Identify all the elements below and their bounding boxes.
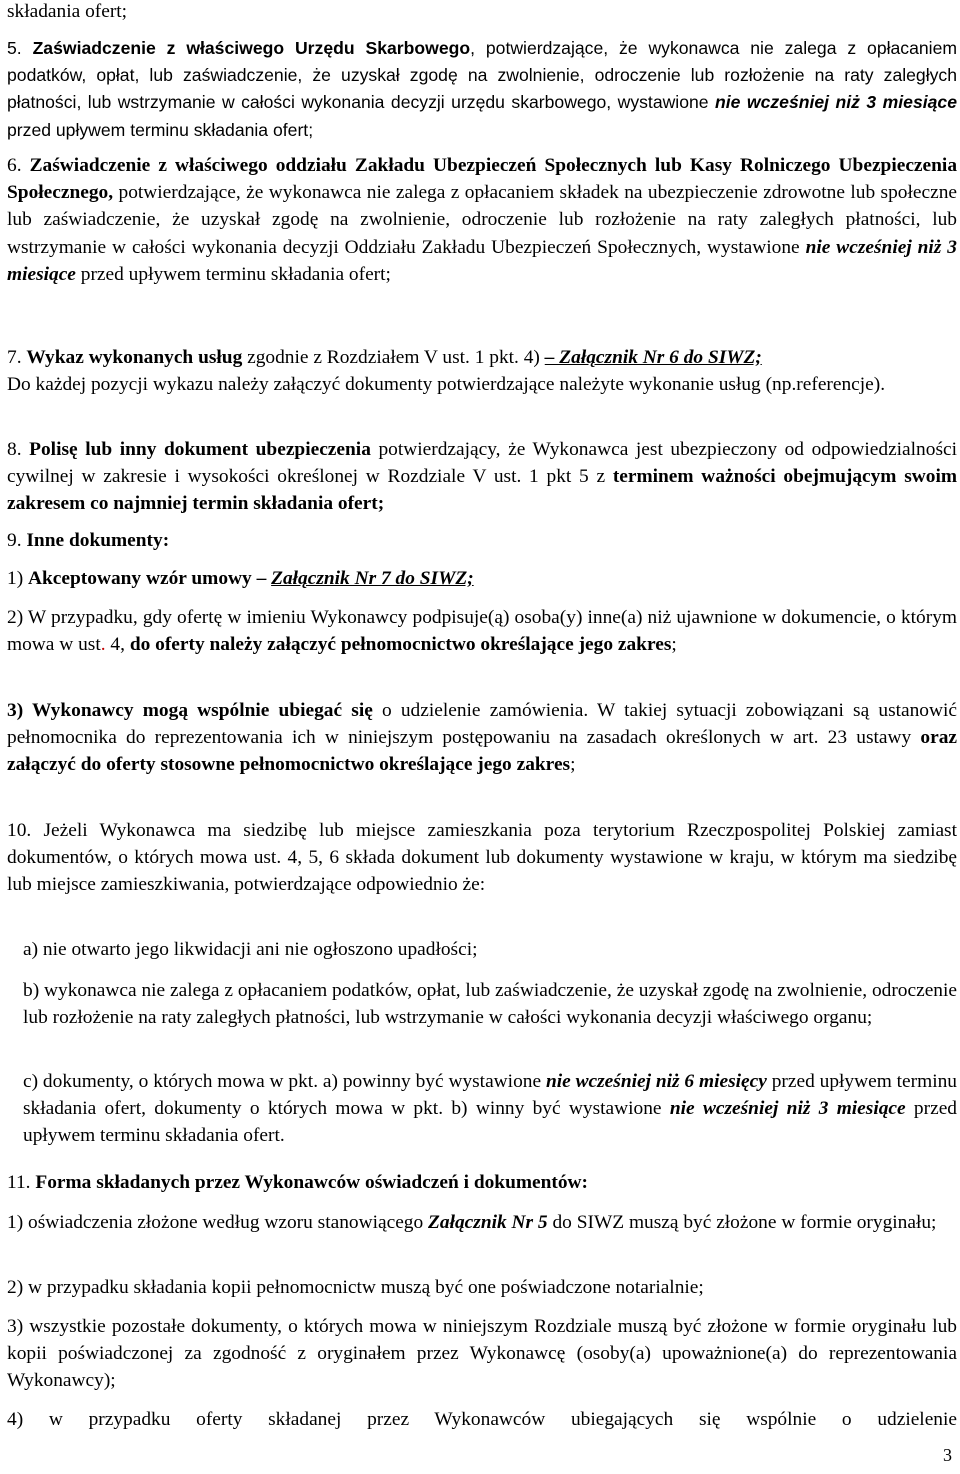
text: do SIWZ muszą być złożone w formie oryginału;: [547, 1212, 937, 1233]
red-dot: .: [100, 634, 106, 656]
text: 2) W przypadku, gdy ofertę w imieniu Wykonawcy podpisuje(ą) osoba(y) inne(a) niż ujawnione w dokumencie, o którym mowa w ust: [7, 607, 957, 656]
text: przed upływem terminu składania ofert;: [7, 119, 314, 140]
text: a) nie otwarto jego likwidacji ani nie ogłoszono upadłości;: [23, 939, 478, 960]
section-heading: Forma składanych przez Wykonawców oświadczeń i dokumentów:: [35, 1172, 589, 1193]
item-9-2: [7, 604, 957, 658]
bold-italic-text: nie wcześniej niż 6 miesięcy: [545, 1071, 767, 1092]
text: 2) w przypadku składania kopii pełnomocnictw muszą być one poświadczone notarialnie;: [7, 1277, 704, 1298]
item-number: 9.: [7, 530, 27, 551]
item-10-a: [7, 936, 957, 963]
item-number: 5.: [7, 38, 33, 58]
bold-text: Wykaz wykonanych usług: [26, 347, 243, 368]
text: składania ofert;: [7, 1, 128, 22]
text: ;: [671, 634, 677, 656]
item-number: 8.: [7, 439, 30, 460]
item-number: 6.: [7, 155, 30, 176]
bold-text: Zaświadczenie z właściwego oddziału Zakładu Ubezpieczeń Społecznych lub Kasy Rolniczego Ubezpieczenia Społecznego,: [7, 155, 958, 204]
item-11-1: [7, 1209, 957, 1236]
text: przed upływem terminu składania ofert, dokumenty o których mowa w pkt. b) winny być wystawione: [23, 1071, 957, 1120]
text: przed upływem terminu składania ofert.: [23, 1098, 957, 1147]
text: potwierdzające, że wykonawca nie zalega z opłacaniem składek na ubezpieczenie zdrowotne lub społeczne lub zaświadczenie, że uzyskał zgodę na zwolnienie, odroczenie lub rozłożenie na raty zaległych płatności, lub wstrzymanie w całości wykonania decyzji Oddziału Zakładu Ubezpieczeń Społecznych, wystawione: [7, 182, 957, 258]
item-10-c: [7, 1068, 957, 1150]
item-11-4: [7, 1406, 957, 1433]
text: ;: [570, 754, 576, 776]
text: Do każdej pozycji wykazu należy załączyć dokumenty potwierdzające należyte wykonanie usług (np.referencje).: [7, 374, 886, 396]
item-5: [7, 35, 957, 144]
text: , potwierdzające, że wykonawca nie zalega z opłacaniem podatków, opłat, lub zaświadczenie, że uzyskał zgodę na zwolnienie, odroczenie lub rozłożenie na raty zaległych płatności, lub wstrzymanie w całości wykonania decyzji urzędu skarbowego, wystawione: [7, 38, 958, 113]
bold-italic-text: Załącznik Nr 5: [428, 1212, 548, 1233]
item-9: [7, 527, 957, 554]
section-heading: Inne dokumenty:: [26, 530, 170, 551]
bold-italic-text: nie wcześniej niż 3 miesiące: [7, 236, 957, 285]
text: c) dokumenty, o których mowa w pkt. a) powinny być wystawione: [23, 1071, 546, 1092]
text: przed upływem terminu składania ofert;: [75, 263, 391, 285]
bold-text: Akceptowany wzór umowy: [28, 568, 252, 589]
dash: –: [251, 568, 272, 589]
text: o udzielenie zamówienia. W takiej sytuacji zobowiązani są ustanowić pełnomocnika do reprezentowania ich w niniejszym postępowaniu na zasadach określonych w art. 23 ustawy: [7, 700, 957, 749]
item-10: [7, 817, 957, 899]
item-7: [7, 344, 957, 398]
annex-reference: – Załącznik Nr 6 do SIWZ;: [544, 347, 762, 368]
bold-text: Zaświadczenie z właściwego Urzędu Skarbowego: [32, 38, 471, 58]
item-number: 11.: [7, 1172, 36, 1193]
text: 4) w przypadku oferty składanej przez Wykonawców ubiegających się wspólnie o udzielenie: [7, 1409, 957, 1430]
carryover-line: [7, 0, 127, 25]
item-number: 7.: [7, 347, 27, 368]
bold-text: oraz załączyć do oferty stosowne pełnomocnictwo określające jego zakres: [7, 727, 957, 776]
annex-reference: Załącznik Nr 7 do SIWZ;: [271, 568, 474, 589]
text: 10. Jeżeli Wykonawca ma siedzibę lub miejsce zamieszkania poza terytorium Rzeczpospolitej Polskiej zamiast dokumentów, o których mowa ust. 4, 5, 6 składa dokument lub dokumenty wystawione w kraju, w którym ma siedzibę lub miejsce zamieszkiwania, potwierdzające odpowiednio że:: [7, 820, 957, 896]
item-9-1: [7, 565, 957, 592]
item-11: [7, 1169, 957, 1196]
item-6: [7, 152, 957, 288]
bold-text: 3) Wykonawcy mogą wspólnie ubiegać się: [7, 700, 373, 721]
bold-text: Polisę lub inny dokument ubezpieczenia: [29, 439, 371, 460]
text: 4,: [105, 634, 130, 656]
item-10-b: [7, 977, 957, 1031]
text: 1) oświadczenia złożone według wzoru stanowiącego: [7, 1212, 429, 1233]
item-11-3: [7, 1313, 957, 1395]
page-number: 3: [943, 1445, 952, 1465]
item-11-2: [7, 1274, 957, 1301]
text: 3) wszystkie pozostałe dokumenty, o których mowa w niniejszym Rozdziale muszą być złożone w formie oryginału lub kopii poświadczonej za zgodność z oryginałem przez Wykonawcę (osoby(a) upoważnione(a) do reprezentowania Wykonawcy);: [7, 1316, 957, 1392]
bold-text: terminem ważności obejmującym swoim zakresem co najmniej termin składania ofert;: [7, 466, 957, 515]
bold-italic-text: nie wcześniej niż 3 miesiące: [715, 92, 957, 113]
bold-text: do oferty należy załączyć pełnomocnictwo określające jego zakres: [129, 634, 672, 656]
text: zgodnie z Rozdziałem V ust. 1 pkt. 4): [242, 347, 545, 368]
item-8: [7, 436, 957, 518]
text: potwierdzający, że Wykonawca jest ubezpieczony od odpowiedzialności cywilnej w zakresie i wysokości określonej w Rozdziale V ust. 1 pkt 5 z: [7, 439, 957, 488]
item-9-3: [7, 697, 957, 779]
bold-italic-text: nie wcześniej niż 3 miesiące: [669, 1098, 906, 1120]
item-number: 1): [7, 568, 29, 589]
text: b) wykonawca nie zalega z opłacaniem podatków, opłat, lub zaświadczenie, że uzyskał zgodę na zwolnienie, odroczenie lub rozłożenie na raty zaległych płatności, lub wstrzymanie w całości wykonania decyzji właściwego organu;: [23, 980, 957, 1029]
